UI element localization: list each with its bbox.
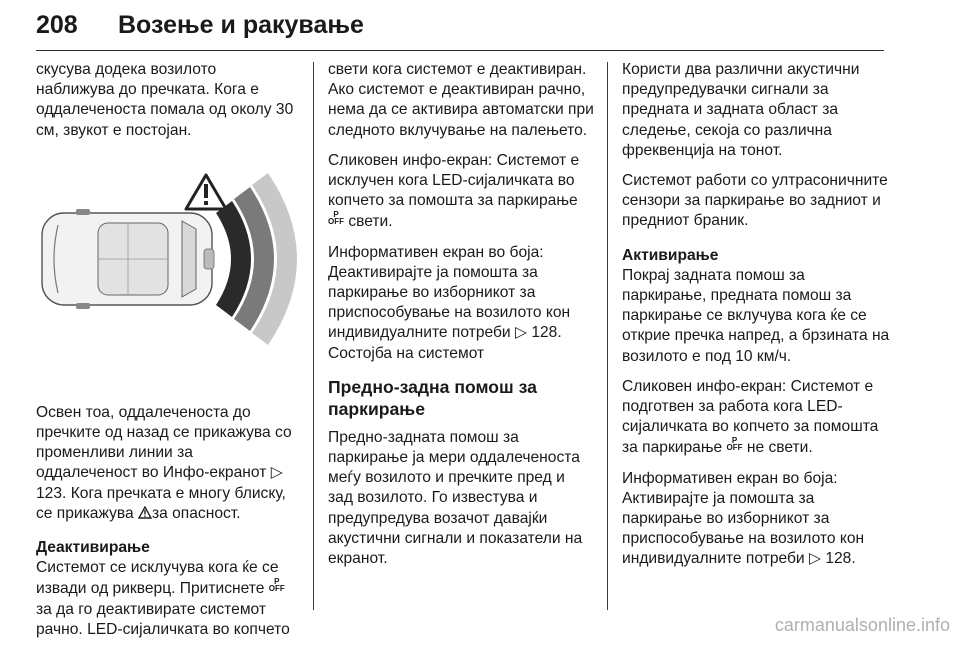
section-heading-activation: Активирање [622, 246, 719, 264]
car-top-view [42, 209, 214, 309]
page-number: 208 [36, 11, 78, 39]
parking-sensor-illustration [36, 169, 306, 377]
page-title: Возење и ракување [118, 11, 364, 39]
page-ref[interactable]: 123 [36, 484, 63, 502]
park-assist-icon: P OFF [268, 577, 285, 594]
ref-arrow-icon: ▷ [514, 324, 527, 342]
warning-triangle-icon [186, 175, 226, 209]
page-header [36, 8, 884, 51]
paragraph: Информативен екран во боја: Активирајте ја помошта за паркирање во изборникот за приспособување на возилото кон индивидуалните потреби ▷ 128. [622, 469, 865, 568]
paragraph: Сликовен инфо-екран: Системот е подготвен за работа кога LED-сијаличката во копчето за помошта за паркирање P OFF не свети. [622, 377, 879, 457]
watermark: carmanualsonline.info [774, 615, 950, 635]
distance-arcs [216, 173, 297, 345]
page-ref[interactable]: 128 [531, 324, 558, 342]
paragraph: свети кога системот е деактивиран. Ако системот е деактивиран рачно, нема да се активира автоматски при следното вклучување на палењето. [328, 61, 594, 139]
ref-arrow-icon: ▷ [808, 550, 821, 568]
paragraph: Сликовен инфо-екран: Системот е исклучен кога LED-сијаличката во копчето за помошта за паркирање P OFF свети. [328, 151, 580, 231]
paragraph: Системот работи со ултрасоничните сензори за паркирање во задниот и предниот браник. [622, 172, 888, 230]
column-2 [328, 60, 594, 579]
paragraph: Предно-задната помош за паркирање ја мери оддалеченоста меѓу возилото и пречките пред и зад возилото. Го известува и предупредува возачот давајќи акустични сигнали и показатели на екранот. [328, 428, 583, 568]
column-1 [36, 60, 298, 650]
paragraph: Системот се исклучува кога ќе се извади од рикверц. Притиснете P OFF за да го деактивирате системот рачно. LED-сијаличката во копчето [36, 559, 290, 638]
column-divider [607, 62, 608, 610]
paragraph: Покрај задната помош за паркирање, предната помош за паркирање се вклучува кога ќе се открие пречка напред, а брзината на возилото е под 10 км/ч. [622, 266, 890, 365]
warning-icon [138, 505, 152, 522]
car-sensor-diagram [36, 169, 306, 377]
park-assist-icon: P OFF [726, 436, 743, 453]
paragraph: скусува додека возилото наближува до пречката. Кога е оддалеченоста помала од околу 30 см, звукот е постојан. [36, 61, 294, 139]
section-heading-deactivation: Деактивирање [36, 539, 150, 557]
column-3 [622, 60, 892, 580]
section-heading-front-rear-parking: Предно-задна помош за паркирање [328, 376, 537, 419]
page-ref[interactable]: 128 [825, 550, 852, 568]
paragraph: Освен тоа, оддалеченоста до пречките од назад се прикажува со променливи линии за оддалеченост во Инфо-екранот ▷ 123. Кога пречката е многу блиску, се прикажува за опасност. [36, 403, 292, 522]
ref-arrow-icon: ▷ [270, 464, 283, 482]
park-assist-icon: P OFF [328, 210, 344, 227]
paragraph: Информативен екран во боја: Деактивирајте ја помошта за паркирање во изборникот за приспособување на возилото кон индивидуалните потреби ▷ 128. Состојба на системот [328, 243, 571, 362]
paragraph: Користи два различни акустични предупредувачки сигнали за предната и задната област за следење, секоја со различна фреквенција на тонот. [622, 61, 860, 159]
column-divider [313, 62, 314, 610]
